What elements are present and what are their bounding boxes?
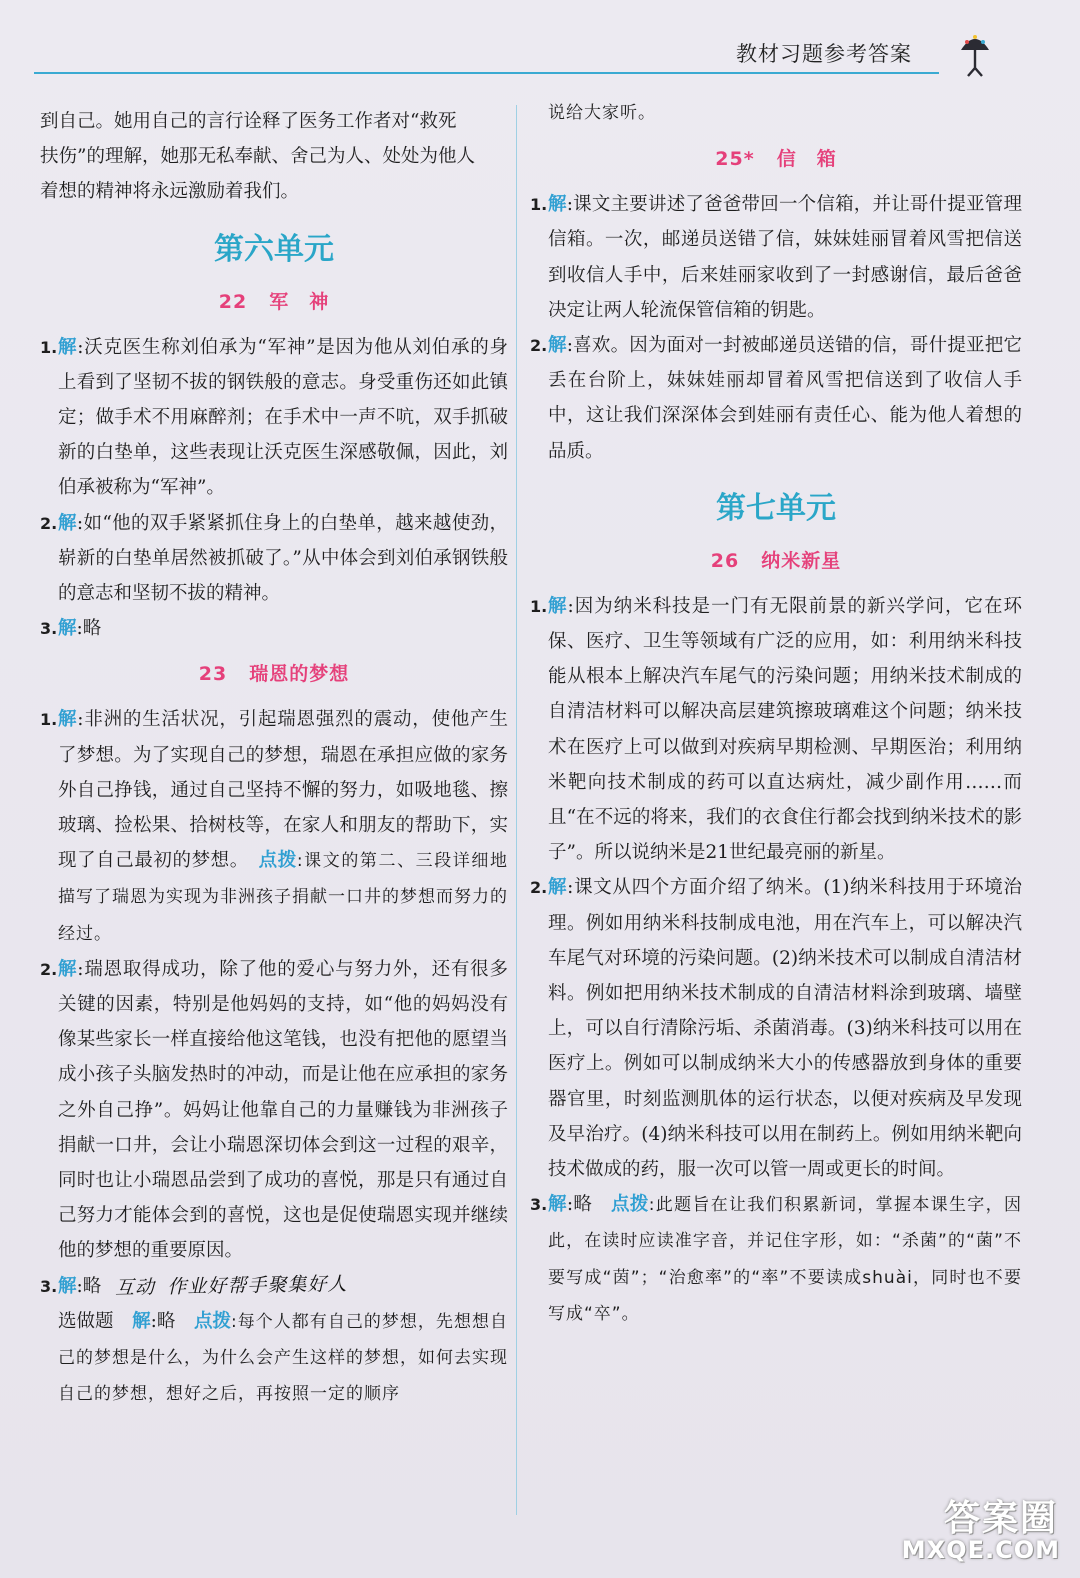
handwritten-note: 互动 作业好帮手聚集好人 [115,1272,348,1299]
continued-text: 说给大家听。 [548,103,656,123]
answer-item [40,702,508,951]
solution-label: 解 [58,709,78,731]
lesson-name: 瑞恩的梦想 [249,663,350,686]
watermark-logo-text: 答案圈 [943,1498,1058,1539]
right-column [530,96,1022,1332]
solution-label: 解 [548,595,568,617]
answer-item [40,952,508,1269]
answer-text: :因为纳米科技是一门有无限前景的新兴学问，它在环保、医疗、卫生等领域有广泛的应用，如：利用纳米科技能从根本上解决汽车尾气的污染问题；用纳米技术制成的自清洁材料可以解决高层建筑擦玻璃难这个问题；纳米技术在医疗上可以做到对疾病早期检测、早期医治；利用纳米靶向技术制成的药可以直达病灶，减少副作用……而且“在不远的将来，我们的衣食住行都会找到纳米技术的影子”。所以说纳米是21世纪最亮丽的新星。 [548,595,1022,864]
answer-item [530,187,1022,328]
answer-item [530,589,1022,871]
item-number: 3. [530,1195,548,1215]
solution-label: 解 [58,1275,77,1297]
answer-text: :课文从四个方面介绍了纳米。(1)纳米科技用于环境治理。例如用纳米科技制成电池，用在汽车上，可以解决汽车尾气对环境的污染问题。(2)纳米技术可以制成自清洁材料。例如把用纳米技术制成的自清洁材料涂到玻璃、墙壁上，可以自行清除污垢、杀菌消毒。(3)纳米科技可以用在医疗上。例如可以制成纳米大小的传感器放到身体的重要器官里，时刻监测肌体的运行状态，以便对疾病及早发现及早治疗。(4)纳米科技可以用在制药上。例如用纳米靶向技术做成的药，服一次可以管一周或更长的时间。 [548,877,1022,1181]
lesson-25-title [530,141,1022,177]
item-number: 3. [40,619,58,639]
item-number: 1. [530,596,548,616]
header-rule [34,72,939,74]
reading-lamp-icon [955,28,995,80]
answer-item [530,1187,1022,1332]
hint-label: 点拨 [193,1310,231,1332]
solution-label: 解 [548,877,568,899]
intro-line: 到自己。她用自己的言行诠释了医务工作者对“救死 [40,111,457,132]
hint-text: :此题旨在让我们积累新词，掌握本课生字，因此，在读时应读准字音，并记住字形，如：“杀菌”的“菌”不要写成“茵”；“治愈率”的“率”不要读成shuài，同时也不要写成“卒”。 [548,1195,1022,1324]
answer-text: :喜欢。因为面对一封被邮递员送错的信，哥什提亚把它丢在台阶上，妹妹娃丽却冒着风雪把信送到了收信人手中，这让我们深深体会到娃丽有责任心、能为他人着想的品质。 [548,335,1022,462]
lesson-name: 纳米新星 [761,549,842,572]
item-number: 1. [40,337,58,357]
answer-item [530,870,1022,1187]
optional-label: 选做题 [58,1310,114,1332]
item-number: 2. [40,959,58,979]
answer-text: :如“他的双手紧紧抓住身上的白垫单，越来越使劲，崭新的白垫单居然被抓破了。”从中体会到刘伯承钢铁般的意志和坚韧不拔的精神。 [58,512,508,605]
answer-item [40,330,508,506]
lesson-26-title [530,543,1022,579]
solution-label: 解 [58,958,78,980]
solution-label: 解 [58,512,77,534]
solution-label: 解 [548,194,567,216]
hint-label: 点拨 [258,850,297,872]
lesson-number: 26 [710,549,740,572]
site-watermark [890,1490,1070,1570]
hint-text: :每个人都有自己的梦想，先想想自己的梦想是什么，为什么会产生这样的梦想，如何去实现自己的梦想，想好之后，再按照一定的顺序 [58,1311,508,1405]
lesson-name: 军 神 [269,290,330,313]
item-number: 1. [40,710,58,730]
lesson-name: 信 箱 [776,148,837,171]
lesson-number: 25* [715,148,755,171]
answer-item [530,328,1022,469]
item-number: 2. [530,878,548,898]
answer-text: :非洲的生活状况，引起瑞恩强烈的震动，使他产生了梦想。为了实现自己的梦想，瑞恩在承担应做的家务外自己挣钱，通过自己坚持不懈的努力，如吸地毯、擦玻璃、捡松果、拾树枝等，在家人和朋友的帮助下，实现了自己最初的梦想。 [58,709,508,872]
answer-text: :课文主要讲述了爸爸带回一个信箱，并让哥什提亚管理信箱。一次，邮递员送错了信，妹妹娃丽冒着风雪把信送到收信人手中，后来娃丽家收到了一封感谢信，最后爸爸决定让两人轮流保管信箱的钥匙。 [548,194,1022,321]
hint-text: :课文的第二、三段详细地描写了瑞恩为实现为非洲孩子捐献一口井的梦想而努力的经过。 [58,851,508,944]
lesson-23-title [40,656,508,692]
answer-text: :略 [76,618,102,640]
solution-label: 解 [548,335,567,357]
page-header-title: 教材习题参考答案 [736,42,912,66]
watermark-url-text: MXQE.COM [901,1536,1060,1564]
unit-seven-title: 第七单元 [716,490,836,526]
answer-item [40,611,508,646]
solution-label: 解 [548,1194,567,1216]
lesson-22-title [40,284,508,320]
answer-text: :沃克医生称刘伯承为“军神”是因为他从刘伯承的身上看到了坚韧不拔的钢铁般的意志。身受重伤还如此镇定；做手术不用麻醉剂；在手术中一声不吭，双手抓破新的白垫单，这些表现让沃克医生深感敬佩，因此，刘伯承被称为“军神”。 [58,336,508,499]
answer-text: :瑞恩取得成功，除了他的爱心与努力外，还有很多关键的因素，特别是他妈妈的支持，如“他的妈妈没有像某些家长一样直接给他这笔钱，也没有把他的愿望当成小孩子头脑发热时的冲动，而是让他在应承担的家务之外自己挣”。妈妈让他靠自己的力量赚钱为非洲孩子捐献一口井，会让小瑞恩深切体会到这一过程的艰辛，同时也让小瑞恩品尝到了成功的喜悦，那是只有通过自己努力才能体会到的喜悦，这也是促使瑞恩实现并继续他的梦想的重要原因。 [58,958,508,1262]
item-number: 1. [530,195,548,215]
intro-line: 扶伤”的理解，她那无私奉献、舍己为人、处处为他人 [40,146,475,168]
solution-label: 解 [58,336,78,358]
lesson-number: 23 [198,663,228,686]
answer-text: :略 [150,1310,176,1332]
hint-label: 点拨 [611,1194,649,1216]
optional-question [40,1304,508,1413]
intro-line: 着想的精神将永远激励着我们。 [40,181,300,203]
answer-text: :略 [76,1275,102,1297]
item-number: 2. [530,336,548,356]
item-number: 2. [40,513,58,533]
answer-item [40,506,508,612]
answer-text: :略 [566,1194,593,1216]
lesson-number: 22 [218,290,248,313]
solution-label: 解 [58,618,77,640]
solution-label: 解 [132,1310,151,1332]
unit-six-title: 第六单元 [214,231,334,267]
left-column [40,104,508,1413]
item-number: 3. [40,1276,58,1296]
column-divider [516,105,517,1515]
answer-item [40,1269,508,1304]
